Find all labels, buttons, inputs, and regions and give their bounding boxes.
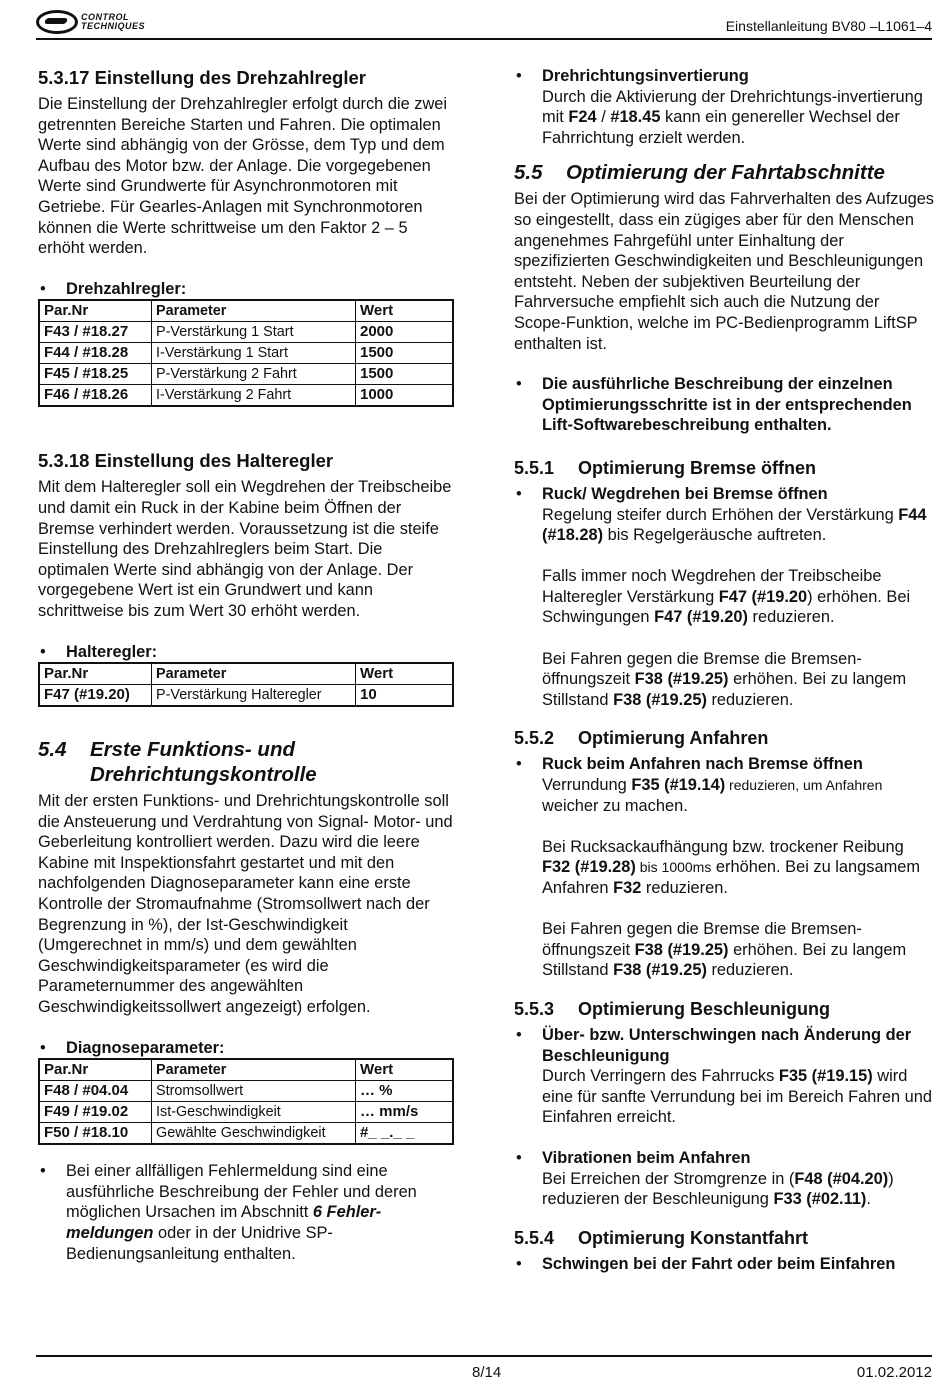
section-5-5-2-item: • Ruck beim Anfahren nach Bremse öffnen Verrundung F35 (#19.14) reduzieren, um Anfahren weicher zu machen. Bei Rucksackaufhängung bzw. trockener Reibung F32 (#19.28) bis 1000ms erhöhen. Bei zu langsamem Anfahren F32 reduzieren. Bei Fahren gegen die Bremse die Bremsen-öffnungszeit F38 (#19.25) erhöhen. Bei zu langem Stillstand F38 (#19.25) reduzieren.	[516, 755, 920, 980]
table-row: F43 / #18.27 P-Verstärkung 1 Start 2000	[39, 322, 453, 343]
bullet-icon: •	[40, 279, 46, 298]
page-footer	[36, 1355, 932, 1387]
table-row: F44 / #18.28 I-Verstärkung 1 Start 1500	[39, 343, 453, 364]
bullet-icon: •	[516, 1254, 522, 1273]
section-5-3-18-text: Mit dem Halteregler soll ein Wegdrehen der Treibscheibe und damit ein Ruck in der Kabine beim Öffnen der Bremse verhindert werden. Voraussetzung ist die steife Einstellung des Drehzahlreglers beim Start. Die optimalen Werte sind abhängig von der Anlage. Der vorgegebene Wert ist ein Grundwert und kann schrittweise bis zum Wert 30 erhöht werden.	[38, 478, 452, 620]
section-5-5-4-item: • Schwingen bei der Fahrt oder beim Einfahren	[516, 1254, 896, 1273]
section-5-5-3-item-1: • Über- bzw. Unterschwingen nach Änderung der Beschleunigung Durch Verringern des Fahrrucks F35 (#19.15) wird eine für sanfte Verrundung bei im Bereich Fahren und Einfahren erreicht.	[516, 1025, 932, 1127]
diagnoseparameter-label: • Diagnoseparameter:	[40, 1038, 225, 1057]
table-header-row: Par.Nr Parameter Wert	[39, 1059, 453, 1081]
bullet-icon: •	[40, 1162, 46, 1181]
bullet-icon: •	[516, 1148, 522, 1167]
table-row: F50 / #18.10 Gewählte Geschwindigkeit #_ _._ _	[39, 1123, 453, 1145]
left-column	[38, 66, 456, 1264]
table-row: F45 / #18.25 P-Verstärkung 2 Fahrt 1500	[39, 364, 453, 385]
section-5-4-title: 5.4 Erste Funktions- und Drehrichtungskontrolle	[38, 738, 317, 787]
table-row: F49 / #19.02 Ist-Geschwindigkeit … mm/s	[39, 1102, 453, 1123]
bullet-icon: •	[516, 375, 522, 394]
logo-mark-icon	[36, 10, 78, 34]
company-logo	[36, 10, 145, 34]
section-5-5-1-item: • Ruck/ Wegdrehen bei Bremse öffnen Regelung steifer durch Erhöhen der Verstärkung F44 (#18.28) bis Regelgeräusche auftreten. Falls immer noch Wegdrehen der Treibscheibe Halteregler Verstärkung F47 (#19.20) erhöhen. Bei Schwingungen F47 (#19.20) reduzieren. Bei Fahren gegen die Bremse die Bremsen-öffnungszeit F38 (#19.25) erhöhen. Bei zu langem Stillstand F38 (#19.25) reduzieren.	[516, 484, 927, 709]
right-column	[514, 66, 934, 1274]
table-row: F48 / #04.04 Stromsollwert … %	[39, 1081, 453, 1102]
section-5-5-1-title: 5.5.1 Optimierung Bremse öffnen	[514, 457, 817, 478]
section-5-5-title: 5.5 Optimierung der Fahrtabschnitte	[514, 161, 885, 185]
bullet-icon: •	[40, 1038, 46, 1057]
logo-text: CONTROL TECHNIQUES	[81, 12, 146, 31]
section-5-5-4-title: 5.5.4 Optimierung Konstantfahrt	[514, 1227, 808, 1248]
table-header-row: Par.Nr Parameter Wert	[39, 663, 453, 685]
halteregler-table	[38, 662, 454, 707]
table-row: F47 (#19.20) P-Verstärkung Halteregler 10	[39, 685, 453, 707]
drehzahlregler-label: • Drehzahlregler:	[40, 279, 187, 298]
bullet-icon: •	[516, 484, 522, 503]
table-header-row: Par.Nr Parameter Wert	[39, 300, 453, 322]
halteregler-label: • Halteregler:	[40, 642, 158, 661]
bullet-icon: •	[40, 642, 46, 661]
section-5-5-2-title: 5.5.2 Optimierung Anfahren	[514, 728, 769, 749]
bullet-icon: •	[516, 755, 522, 774]
document-id: Einstellanleitung BV80 –L1061–4	[725, 18, 932, 34]
page-header	[36, 8, 932, 40]
document-date: 01.02.2012	[856, 1364, 932, 1381]
section-5-4-text: Mit der ersten Funktions- und Drehrichtungskontrolle soll die Ansteuerung und Verdrahtung von Signal- Motor- und Geberleitung kontrolliert werden. Dazu wird die leere Kabine mit Inspektionsfahrt gestartet und mit den nachfolgenden Diagnoseparameter kann eine erste Kontrolle der Stromaufnahme (Stromsollwert nach der Begrenzung in %), der Ist-Geschwindigkeit (Umgerechnet in mm/s) und dem gewählten Geschwindigkeitsparameter (es wird die Parameternummer des angewählten Geschwindigkeitssollwert angezeigt) erfolgen.	[38, 792, 453, 1017]
page-number: 8/14	[472, 1364, 502, 1381]
section-5-5-text: Bei der Optimierung wird das Fahrverhalten des Aufzuges so eingestellt, dass ein zügiges aber für den Menschen angenehmes Fahrgefühl unter Einhaltung der spezifizierten Geschwindigkeiten und Beschleunigungen entsteht. Neben der subjektiven Beurteilung der Fahrversuche empfiehlt sich auch die Nutzung der Scope-Funktion, welche im PC-Bedienprogramm LiftSP enthalten ist.	[514, 190, 935, 353]
section-5-3-17-text: Die Einstellung der Drehzahlregler erfolgt durch die zwei getrennten Bereiche Starten und Fahren. Die optimalen Werte sind abhängig von der Grösse, dem Typ und dem Aufbau des Motor bzw. der Anlage. Die vorgegebenen Werte sind Grundwerte für Asynchronmotoren mit Getriebe. Für Gearles-Anlagen mit Synchronmotoren können die Werte schrittweise um den Faktor 2 – 5 erhöht werden.	[38, 95, 448, 258]
section-5-3-17-title: 5.3.17 Einstellung des Drehzahlregler	[38, 67, 366, 88]
diagnoseparameter-table	[38, 1058, 454, 1145]
table-row: F46 / #18.26 I-Verstärkung 2 Fahrt 1000	[39, 385, 453, 407]
bullet-icon: •	[516, 1025, 522, 1044]
section-5-5-3-item-2: • Vibrationen beim Anfahren Bei Erreichen der Stromgrenze in (F48 (#04.20)) reduzieren der Beschleunigung F33 (#02.11).	[516, 1148, 894, 1209]
fehlermeldung-note: • Bei einer allfälligen Fehlermeldung sind eine ausführliche Beschreibung der Fehler und deren möglichen Ursachen im Abschnitt 6 Fehler-meldungen oder in der Unidrive SP-Bedienungsanleitung enthalten.	[40, 1162, 417, 1263]
section-5-5-3-title: 5.5.3 Optimierung Beschleunigung	[514, 998, 831, 1019]
bullet-icon: •	[516, 67, 522, 85]
drehzahlregler-table	[38, 299, 454, 407]
section-5-3-18-title: 5.3.18 Einstellung des Halteregler	[38, 450, 334, 472]
drehrichtungsinvertierung-item: • Drehrichtungsinvertierung Durch die Aktivierung der Drehrichtungs-invertierung mit F24 / #18.45 kann ein genereller Wechsel der Fahrrichtung erzielt werden.	[516, 67, 923, 147]
section-5-5-note: • Die ausführliche Beschreibung der einzelnen Optimierungsschritte ist in der entsprechenden Lift-Softwarebeschreibung enthalten.	[516, 375, 912, 435]
fehlermeldungen-reference: 6 Fehler-meldungen	[66, 1203, 382, 1242]
